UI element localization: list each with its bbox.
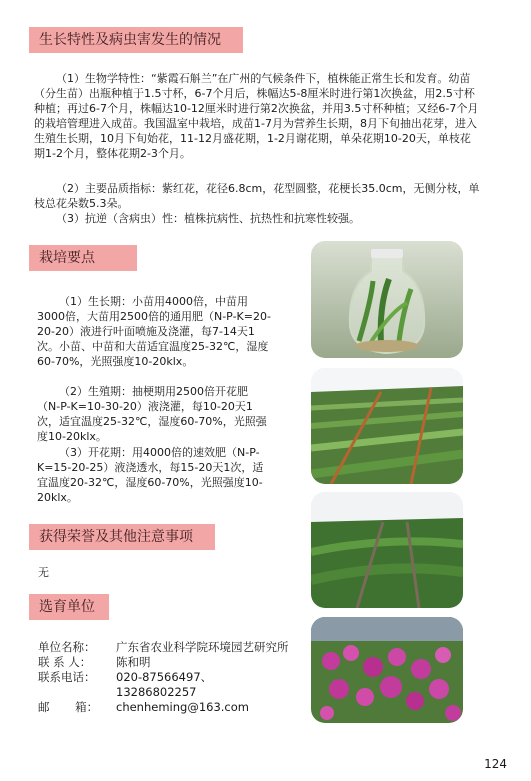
section-title-honors: 获得荣誉及其他注意事项 <box>29 524 215 550</box>
photo-greenhouse-trays <box>311 368 463 484</box>
section-title-breeder: 选育单位 <box>29 594 109 620</box>
cultivation-paragraph-1: （1）生长期：小苗用4000倍，中苗用3000倍，大苗用2500倍的通用肥（N-P-K=20-20-20）液进行叶面喷施及浇灌，每7-14天1次。小苗、中苗和大苗适宜温度25-32℃，湿度60-70%，光照强度10-20klx。 <box>37 295 271 368</box>
photo-greenhouse-plants <box>311 492 463 608</box>
contact-label: 联 系 人： <box>38 655 92 669</box>
phone-value-2: 13286802257 <box>116 685 197 699</box>
email-label: 邮 箱： <box>38 700 99 714</box>
email-value: chenheming@163.com <box>116 700 249 714</box>
photo-purple-orchids <box>311 617 463 723</box>
phone-row <box>38 670 310 685</box>
growth-paragraph-2: （2）主要品质指标：紫红花，花径6.8cm，花型圆整，花梗长35.0cm，无侧分枝，单枝总花朵数5.3朵。 <box>34 182 480 210</box>
breeder-contact-block <box>38 640 310 715</box>
contact-value: 陈和明 <box>116 655 151 669</box>
cultivation-paragraph-2: （2）生殖期：抽梗期用2500倍开花肥（N-P-K=10-30-20）液浇灌，每10-20天1次，适宜温度25-32℃，湿度60-70%，光照强度10-20klx。 <box>37 385 267 443</box>
section-title-cultivation: 栽培要点 <box>29 245 137 271</box>
honors-text: 无 <box>38 566 49 579</box>
cultivation-paragraph-3: （3）开花期：用4000倍的速效肥（N-P-K=15-20-25）液浇透水，每15-20天1次，适宜温度20-32℃，湿度60-70%，光照强度10-20klx。 <box>37 446 264 504</box>
email-row <box>38 700 310 715</box>
phone-label: 联系电话： <box>38 670 96 684</box>
growth-paragraph-3: （3）抗逆（含病虫）性：植株抗病性、抗热性和抗寒性较强。 <box>56 212 360 225</box>
page-number: 124 <box>484 757 507 771</box>
section-title-growth: 生长特性及病虫害发生的情况 <box>29 27 243 53</box>
growth-paragraph-1: （1）生物学特性：“紫霞石斛兰”在广州的气候条件下，植株能正常生长和发育。幼苗（分生苗）出瓶种植于1.5寸杯，6-7个月后，株幅达5-8厘米时进行第1次换盆，用2.5寸杯种植；再过6-7个月，株幅达10-12厘米时进行第2次换盆，并用3.5寸杯种植；又经6-7个月的栽培管理进入成苗。我国温室中栽培，成苗1-7月为营养生长期，8月下旬抽出花芽，进入生殖生长期，10月下旬始花，11-12月盛花期，1-2月谢花期，单朵花期10-20天，单枝花期1-2个月，整体花期2-3个月。 <box>34 72 479 160</box>
unit-label: 单位名称： <box>38 640 96 654</box>
phone-row-2 <box>38 685 310 700</box>
photo-seedlings-in-flask <box>311 241 463 358</box>
contact-row <box>38 655 310 670</box>
phone-value-1: 020-87566497、 <box>116 670 213 684</box>
unit-row <box>38 640 310 655</box>
unit-value: 广东省农业科学院环境园艺研究所 <box>116 640 289 654</box>
phone-label-spacer <box>38 685 116 700</box>
